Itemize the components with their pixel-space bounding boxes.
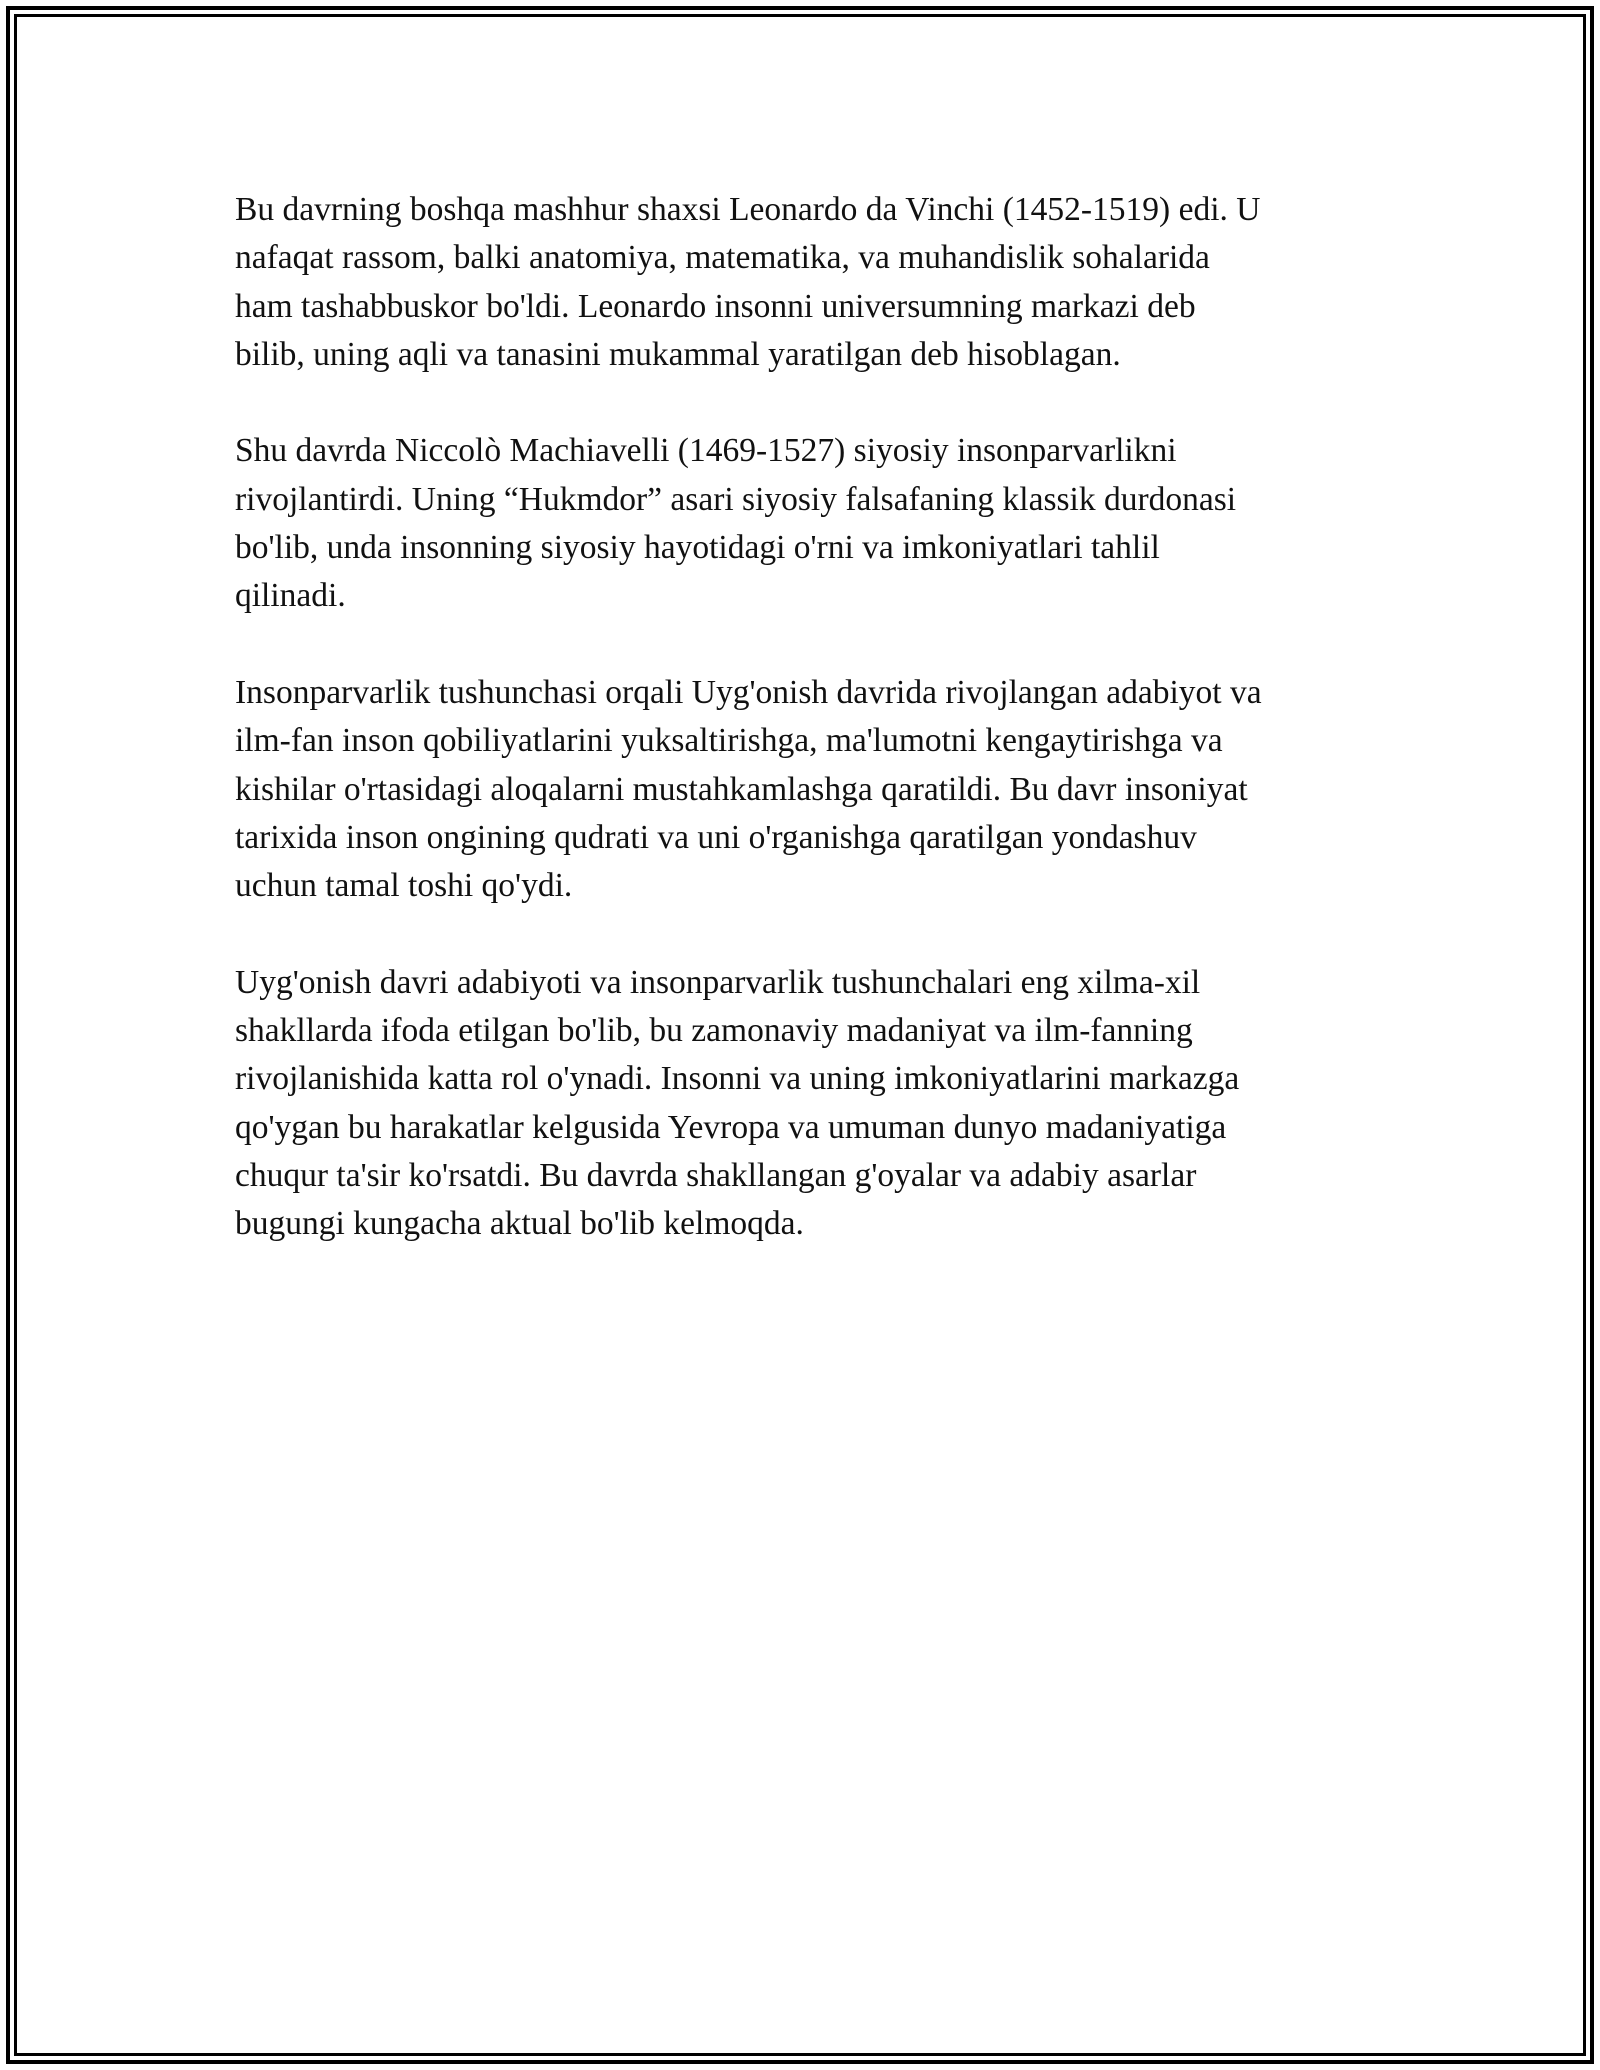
- paragraph-renaissance-legacy: Uyg'onish davri adabiyoti va insonparvarlik tushunchalari eng xilma-xil shakllarda ifoda etilgan bo'lib, bu zamonaviy madaniyat va ilm-fanning rivojlanishida katta rol o'ynadi. Insonni va uning imkoniyatlarini markazga qo'ygan bu harakatlar kelgusida Yevropa va umuman dunyo madaniyatiga chuqur ta'sir ko'rsatdi. Bu davrda shakllangan g'oyalar va adabiy asarlar bugungi kungacha aktual bo'lib kelmoqda.: [235, 963, 1240, 1243]
- paragraph-leonardo: Bu davrning boshqa mashhur shaxsi Leonardo da Vinchi (1452-1519) edi. U nafaqat rassom, balki anatomiya, matematika, va muhandislik sohalarida ham tashabbuskor bo'ldi. Leonardo insonni universumning markazi deb bilib, uning aqli va tanasini mukammal yaratilgan deb hisoblagan.: [235, 191, 1261, 373]
- paragraph-machiavelli: Shu davrda Niccolò Machiavelli (1469-1527) siyosiy insonparvarlikni rivojlantirdi. Uning “Hukmdor” asari siyosiy falsafaning klassik durdonasi bo'lib, unda insonning siyosiy hayotidagi o'rni va imkoniyatlari tahlil qilinadi.: [235, 432, 1237, 615]
- document-body: [235, 186, 1375, 1297]
- paragraph-humanism-concept: Insonparvarlik tushunchasi orqali Uyg'onish davrida rivojlangan adabiyot va ilm-fan inson qobiliyatlarini yuksaltirishga, ma'lumotni kengaytirishga va kishilar o'rtasidagi aloqalarni mustahkamlashga qaratildi. Bu davr insoniyat tarixida inson ongining qudrati va uni o'rganishga qaratilgan yondashuv uchun tamal toshi qo'ydi.: [235, 673, 1262, 905]
